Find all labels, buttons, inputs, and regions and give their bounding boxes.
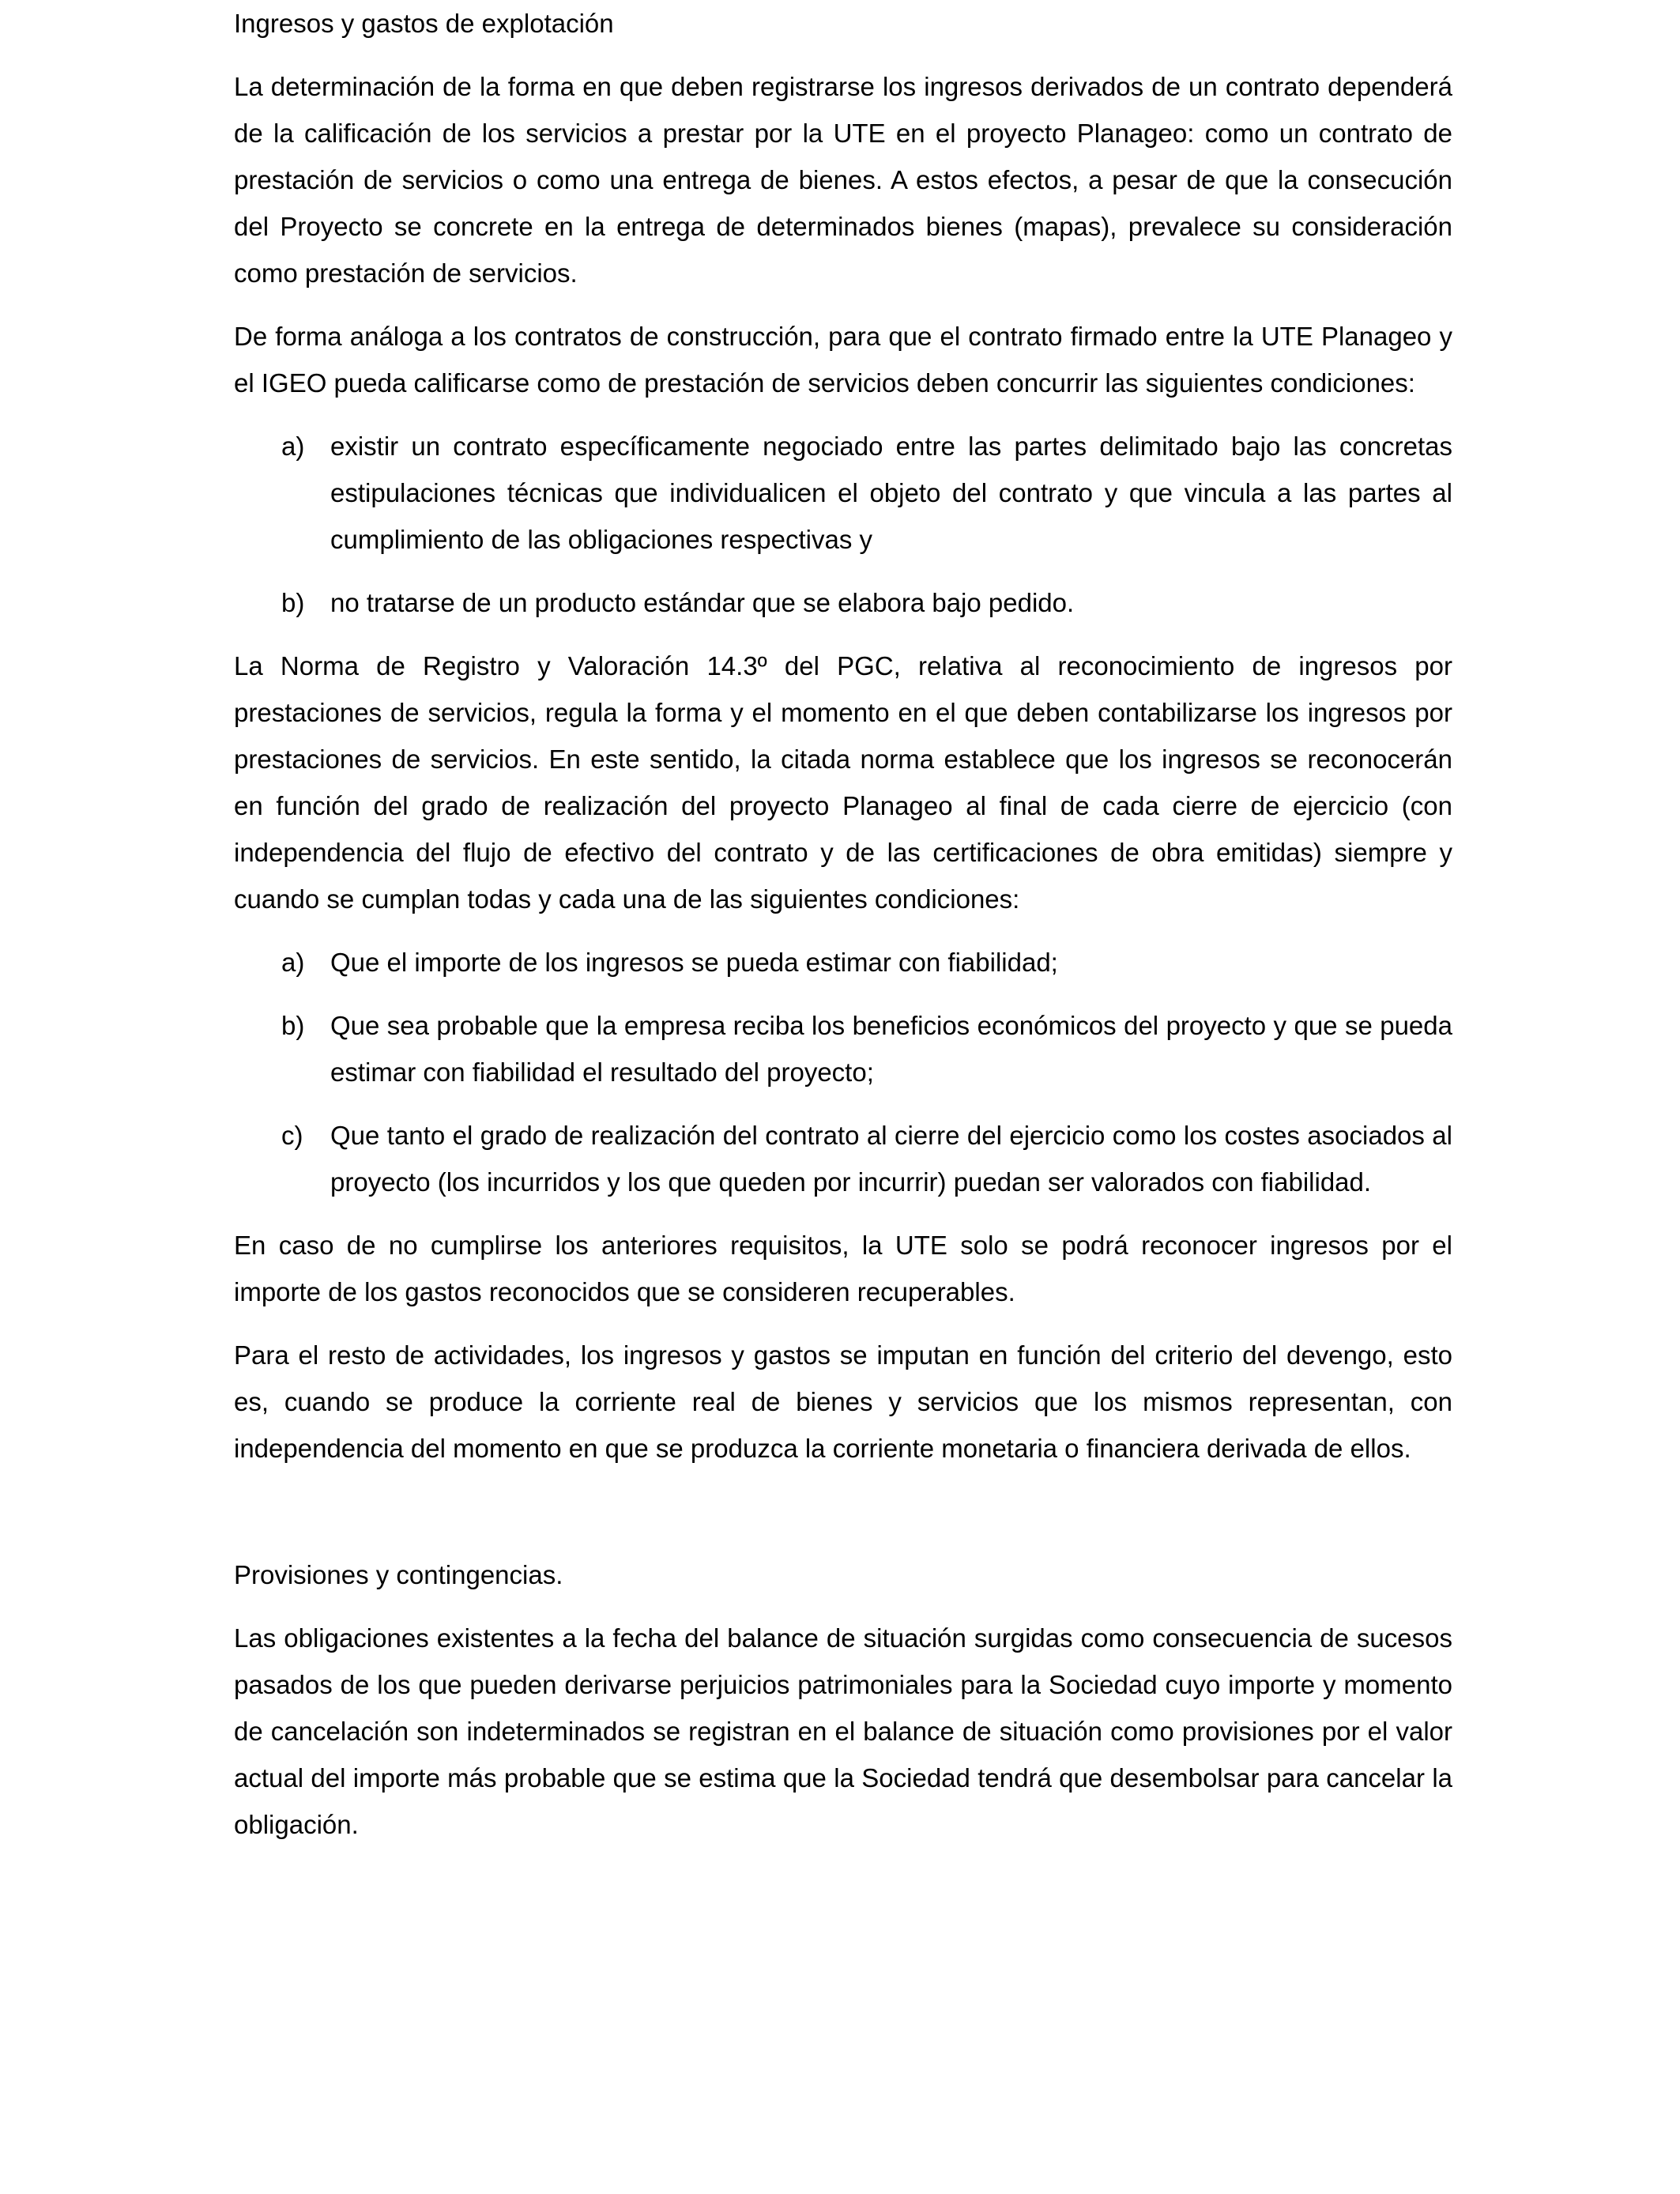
paragraph-determinacion: La determinación de la forma en que deben registrarse los ingresos derivados de un contrato dependerá de la calificación de los servicios a prestar por la UTE en el proyecto Planageo: como un contrato de prestación de servicios o como una entrega de bienes. A estos efectos, a pesar de que la consecución del Proyecto se concrete en la entrega de determinados bienes (mapas), prevalece su consideración como prestación de servicios.	[234, 72, 1452, 288]
list-marker: b)	[281, 1011, 305, 1040]
conditions-list-contract	[234, 423, 1452, 626]
conditions-list-recognition	[234, 939, 1452, 1205]
list-marker: a)	[281, 948, 305, 977]
paragraph-obligaciones: Las obligaciones existentes a la fecha del balance de situación surgidas como consecuencia de sucesos pasados de los que pueden derivarse perjuicios patrimoniales para la Sociedad cuyo importe y momento de cancelación son indeterminados se registran en el balance de situación como provisiones por el valor actual del importe más probable que se estima que la Sociedad tendrá que desembolsar para cancelar la obligación.	[234, 1623, 1452, 1839]
paragraph-norma-registro: La Norma de Registro y Valoración 14.3º del PGC, relativa al reconocimiento de ingresos por prestaciones de servicios, regula la forma y el momento en el que deben contabilizarse los ingresos por prestaciones de servicios. En este sentido, la citada norma establece que los ingresos se reconocerán en función del grado de realización del proyecto Planageo al final de cada cierre de ejercicio (con independencia del flujo de efectivo del contrato y de las certificaciones de obra emitidas) siempre y cuando se cumplan todas y cada una de las siguientes condiciones:	[234, 651, 1452, 914]
list-item	[234, 939, 1452, 986]
section-heading-ingresos: Ingresos y gastos de explotación	[234, 9, 614, 38]
section-heading-provisiones: Provisiones y contingencias.	[234, 1560, 563, 1589]
list-item	[234, 423, 1452, 563]
list-marker: a)	[281, 432, 305, 461]
list-item	[234, 579, 1452, 626]
list-item-text: Que el importe de los ingresos se pueda estimar con fiabilidad;	[330, 948, 1058, 977]
list-marker: b)	[281, 588, 305, 617]
list-item-text: no tratarse de un producto estándar que se elabora bajo pedido.	[330, 588, 1075, 617]
paragraph-resto-actividades: Para el resto de actividades, los ingresos y gastos se imputan en función del criterio del devengo, esto es, cuando se produce la corriente real de bienes y servicios que los mismos representan, con independencia del momento en que se produzca la corriente monetaria o financiera derivada de ellos.	[234, 1340, 1452, 1463]
list-item-text: Que tanto el grado de realización del contrato al cierre del ejercicio como los costes asociados al proyecto (los incurridos y los que queden por incurrir) puedan ser valorados con fiabilidad.	[330, 1121, 1452, 1197]
paragraph-forma-analoga: De forma análoga a los contratos de construcción, para que el contrato firmado entre la UTE Planageo y el IGEO pueda calificarse como de prestación de servicios deben concurrir las siguientes condiciones:	[234, 322, 1452, 398]
section-spacer	[234, 1488, 1452, 1551]
document-page	[234, 0, 1452, 1864]
paragraph-no-cumplirse: En caso de no cumplirse los anteriores requisitos, la UTE solo se podrá reconocer ingresos por el importe de los gastos reconocidos que se consideren recuperables.	[234, 1231, 1452, 1306]
list-item	[234, 1002, 1452, 1095]
list-marker: c)	[281, 1121, 303, 1150]
list-item-text: existir un contrato específicamente negociado entre las partes delimitado bajo las concretas estipulaciones técnicas que individualicen el objeto del contrato y que vincula a las partes al cumplimiento de las obligaciones respectivas y	[330, 432, 1452, 554]
list-item-text: Que sea probable que la empresa reciba los beneficios económicos del proyecto y que se pueda estimar con fiabilidad el resultado del proyecto;	[330, 1011, 1452, 1087]
list-item	[234, 1112, 1452, 1205]
